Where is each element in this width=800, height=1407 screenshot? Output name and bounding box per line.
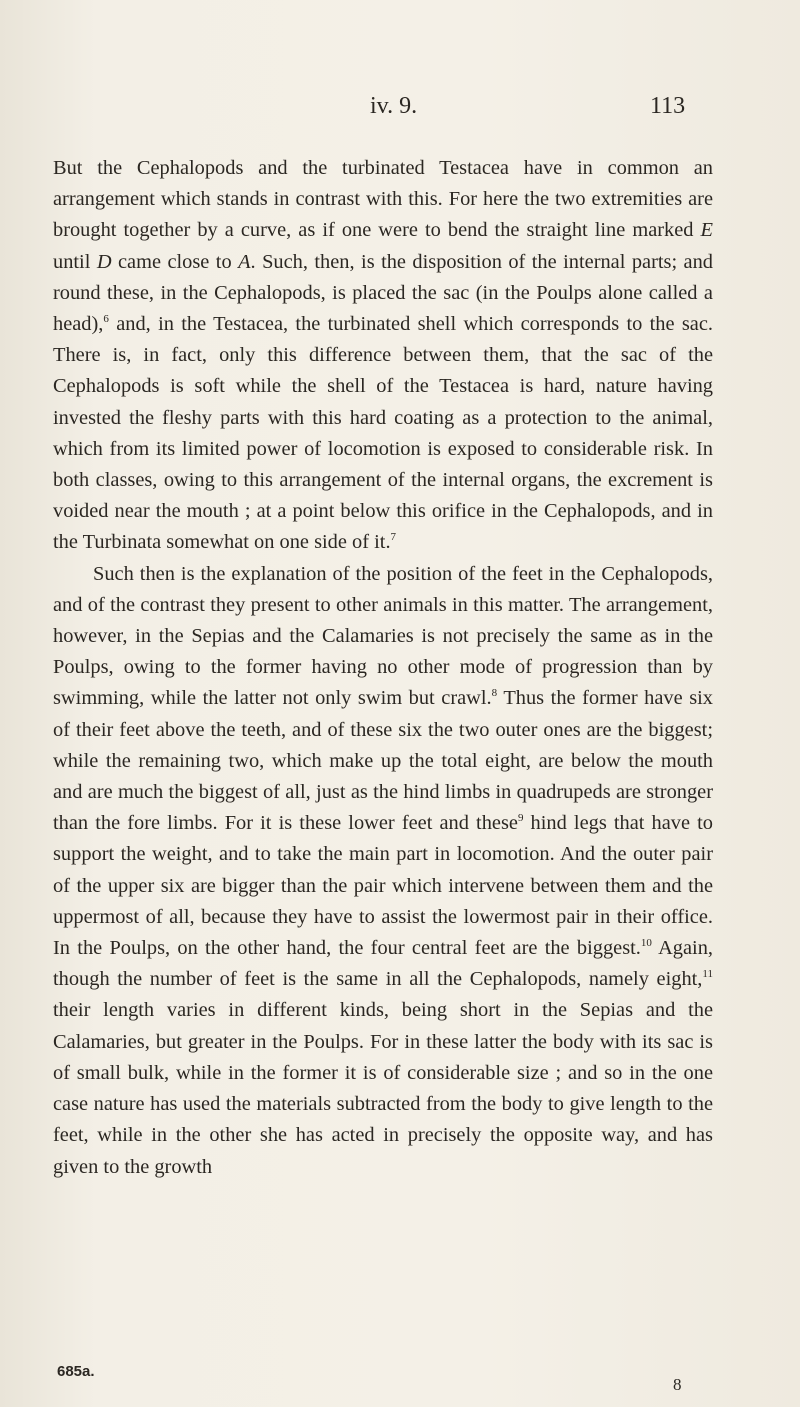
footnote-marker: 7 — [390, 531, 397, 544]
body-text — [53, 153, 713, 1183]
page-number: 113 — [650, 93, 686, 119]
text-run: came close to — [111, 250, 239, 273]
figure-letter: A — [238, 250, 251, 273]
footnote-marker: 9 — [517, 812, 524, 825]
paragraph — [53, 559, 713, 1183]
text-run: and, in the Testacea, the turbinated shell which corresponds to the sac. There is, in fact, only this difference between them, that the sac of the Cephalopods is soft while the shell of the Testacea is hard, nature having invested the fleshy parts with this hard coating as a protection to the animal, which from its limited power of locomotion is exposed to considerable risk. In both classes, owing to this arrangement of the internal organs, the excrement is voided near the mouth ; at a point below this orifice in the Cephalopods, and in the Turbinata somewhat on one side of it. — [53, 313, 713, 554]
text-run: Thus the former have six of their feet above the teeth, and of these six the two outer ones are the biggest; while the remaining two, which make up the total eight, are below the mouth and are much the biggest of all, just as the hind limbs in quadrupeds are stronger than the fore limbs. For it is these lower feet and these — [53, 687, 714, 835]
figure-letter: D — [96, 250, 112, 273]
text-run: . Such, then, is the disposition of the internal parts; and round these, in the Cephalopods, is placed the sac (in the Poulps alone called a head), — [53, 250, 714, 336]
footnote-marker: 10 — [640, 937, 652, 950]
footnote-marker: 11 — [702, 968, 713, 981]
figure-letter: E — [700, 219, 713, 242]
running-head — [0, 93, 800, 127]
text-run: until — [53, 250, 97, 273]
print-signature: 685a. — [57, 1363, 95, 1380]
text-run: Such then is the explanation of the position of the feet in the Cephalopods, and of the contrast they present to other animals in this matter. The arrangement, however, in the Sepias and the Calamaries is not precisely the same as in the Poulps, owing to the former having no other mode of progression than by swimming, while the latter not only swim but crawl. — [53, 562, 713, 710]
section-reference: iv. 9. — [370, 93, 418, 119]
signature-mark: 8 — [673, 1375, 682, 1394]
text-run: their length varies in different kinds, being short in the Sepias and the Calamaries, but greater in the Poulps. For in these latter the body with its sac is of small bulk, while in the former it is of considerable size ; and so in the one case nature has used the materials subtracted from the body to give length to the feet, while in the other she has acted in precisely the opposite way, and has given to the growth — [53, 999, 713, 1178]
footnote-marker: 8 — [491, 687, 498, 700]
text-run: But the Cephalopods and the turbinated Testacea have in common an arrangement which stands in contrast with this. For here the two extremities are brought together by a curve, as if one were to bend the straight line marked — [53, 157, 713, 242]
text-run: Again, though the number of feet is the same in all the Cephalopods, namely eight, — [53, 937, 713, 991]
paragraph — [53, 153, 713, 559]
footnote-marker: 6 — [103, 313, 109, 326]
text-run: hind legs that have to support the weight, and to take the main part in locomotion. And the outer pair of the upper six are bigger than the pair which intervene between them and the uppermost of all, because they have to assist the lowermost pair in their office. In the Poulps, on the other hand, the four central feet are the biggest. — [53, 812, 714, 960]
